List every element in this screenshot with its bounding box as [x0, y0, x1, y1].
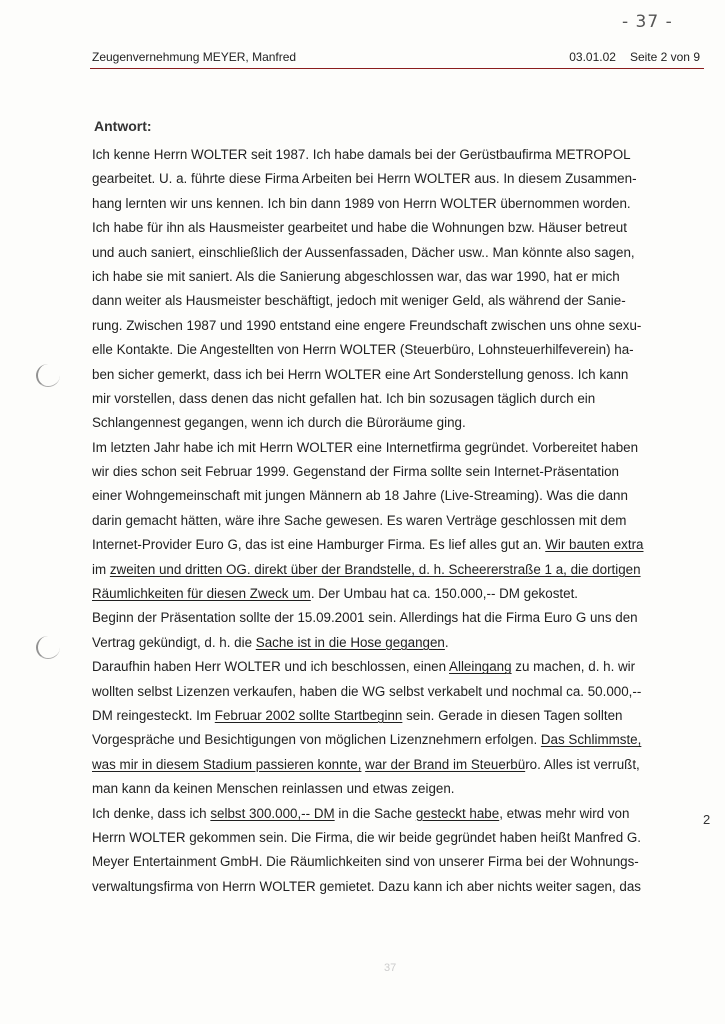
- body-line: hang lernten wir uns kennen. Ich bin dann 1989 von Herrn WOLTER übernommen worden.: [92, 195, 631, 211]
- body-line: gearbeitet. U. a. führte diese Firma Arbeiten bei Herrn WOLTER aus. In diesem Zusammen-: [92, 171, 637, 187]
- handwritten-underline: zweiten und dritten OG. direkt über der Brandstelle, d. h. Scheererstraße 1 a, die dortigen: [109, 561, 641, 577]
- handwritten-underline: Alleingang: [449, 659, 512, 675]
- footer-page-number: 37: [384, 962, 397, 974]
- body-line: rung. Zwischen 1987 und 1990 entstand eine engere Freundschaft zwischen uns ohne sexu-: [92, 317, 642, 333]
- body-line: verwaltungsfirma von Herrn WOLTER gemietet. Dazu kann ich aber nichts weiter sagen, das: [92, 878, 642, 894]
- body-line: Ich denke, dass ich selbst 300.000,-- DM in die Sache gesteckt habe, etwas mehr wird von: [92, 805, 630, 821]
- header-page: Seite 2 von 9: [629, 50, 700, 64]
- handwritten-underline: war der Brand im Steuerbü: [365, 756, 526, 772]
- body-line: Vorgespräche und Besichtigungen von möglichen Lizenznehmern erfolgen. Das Schlimmste,: [92, 732, 642, 748]
- body-line: Internet-Provider Euro G, das ist eine Hamburger Firma. Es lief alles gut an. Wir bauten extra: [92, 537, 644, 553]
- body-line: Beginn der Präsentation sollte der 15.09.2001 sein. Allerdings hat die Firma Euro G uns den: [92, 610, 638, 626]
- body-line: Daraufhin haben Herr WOLTER und ich beschlossen, einen Alleingang zu machen, d. h. wir: [92, 659, 636, 675]
- body-line: wollten selbst Lizenzen verkaufen, haben die WG selbst verkabelt und nochmal ca. 50.000,--: [92, 683, 642, 699]
- header-meta: [569, 50, 700, 64]
- handwritten-underline: gesteckt habe: [415, 805, 500, 821]
- handwritten-underline: selbst 300.000,-- DM: [210, 805, 335, 821]
- header-divider: [90, 68, 704, 69]
- body-line: einer Wohngemeinschaft mit jungen Männern ab 18 Jahre (Live-Streaming). Was die dann: [92, 488, 628, 504]
- body-line: man kann da keinen Menschen reinlassen und etwas zeigen.: [92, 781, 455, 797]
- body-line: Schlangennest gegangen, wenn ich durch die Büroräume ging.: [92, 415, 466, 431]
- handwritten-underline: Das Schlimmste,: [540, 732, 642, 748]
- punch-hole-icon: [36, 636, 60, 659]
- testimony-body: [92, 143, 712, 899]
- body-line: Vertrag gekündigt, d. h. die Sache ist in die Hose gegangen.: [92, 634, 449, 650]
- body-line: und auch saniert, einschließlich der Aussenfassaden, Dächer usw.. Man könnte also sagen,: [92, 244, 635, 260]
- punch-hole-icon: [36, 364, 60, 387]
- body-line: ich habe sie mit saniert. Als die Sanierung abgeschlossen war, das war 1990, hat er mich: [92, 268, 620, 284]
- page-number-handwritten: - 37 -: [622, 12, 673, 32]
- answer-label: Antwort:: [94, 118, 152, 134]
- handwritten-underline: Wir bauten extra: [545, 537, 644, 553]
- body-line: Herrn WOLTER gekommen sein. Die Firma, die wir beide gegründet haben heißt Manfred G.: [92, 829, 642, 845]
- body-line: Räumlichkeiten für diesen Zweck um. Der Umbau hat ca. 150.000,-- DM gekostet.: [92, 586, 579, 602]
- body-line: ben sicher gemerkt, dass ich bei Herrn WOLTER eine Art Sonderstellung genoss. Ich kann: [92, 366, 629, 382]
- body-line: dann weiter als Hausmeister beschäftigt, jedoch mit weniger Geld, als während der Sanie-: [92, 293, 626, 309]
- body-line: was mir in diesem Stadium passieren konnte, war der Brand im Steuerbüro. Alles ist verrußt,: [92, 756, 640, 772]
- handwritten-underline: Februar 2002 sollte Startbeginn: [214, 707, 403, 723]
- body-line: Ich habe für ihn als Hausmeister gearbeitet und habe die Wohnungen bzw. Häuser betreut: [92, 220, 627, 236]
- handwritten-underline: Räumlichkeiten für diesen Zweck um: [92, 586, 311, 602]
- body-line: elle Kontakte. Die Angestellten von Herrn WOLTER (Steuerbüro, Lohnsteuerhilfeverein) ha-: [92, 342, 634, 358]
- body-line: DM reingesteckt. Im Februar 2002 sollte Startbeginn sein. Gerade in diesen Tagen sollten: [92, 707, 623, 723]
- body-line: wir dies schon seit Februar 1999. Gegenstand der Firma sollte sein Internet-Präsentation: [92, 464, 619, 480]
- body-line: darin gemacht hätten, wäre ihre Sache gewesen. Es waren Verträge geschlossen mit dem: [92, 512, 627, 528]
- body-line: mir vorstellen, dass denen das nicht gefallen hat. Ich bin sozusagen täglich durch ein: [92, 390, 596, 406]
- handwritten-underline: was mir in diesem Stadium passieren konnte,: [92, 756, 362, 772]
- header-title: Zeugenvernehmung MEYER, Manfred: [92, 50, 297, 64]
- body-line: Meyer Entertainment GmbH. Die Räumlichkeiten sind von unserer Firma bei der Wohnungs-: [92, 854, 639, 870]
- body-line: Ich kenne Herrn WOLTER seit 1987. Ich habe damals bei der Gerüstbaufirma METROPOL: [92, 147, 631, 162]
- margin-annotation: 2: [703, 812, 711, 827]
- body-line: im zweiten und dritten OG. direkt über der Brandstelle, d. h. Scheererstraße 1 a, die dortigen: [92, 561, 641, 577]
- handwritten-underline: Sache ist in die Hose gegangen: [255, 634, 445, 650]
- header-date: 03.01.02: [569, 50, 616, 64]
- body-line: Im letzten Jahr habe ich mit Herrn WOLTER eine Internetfirma gegründet. Vorbereitet haben: [92, 439, 639, 455]
